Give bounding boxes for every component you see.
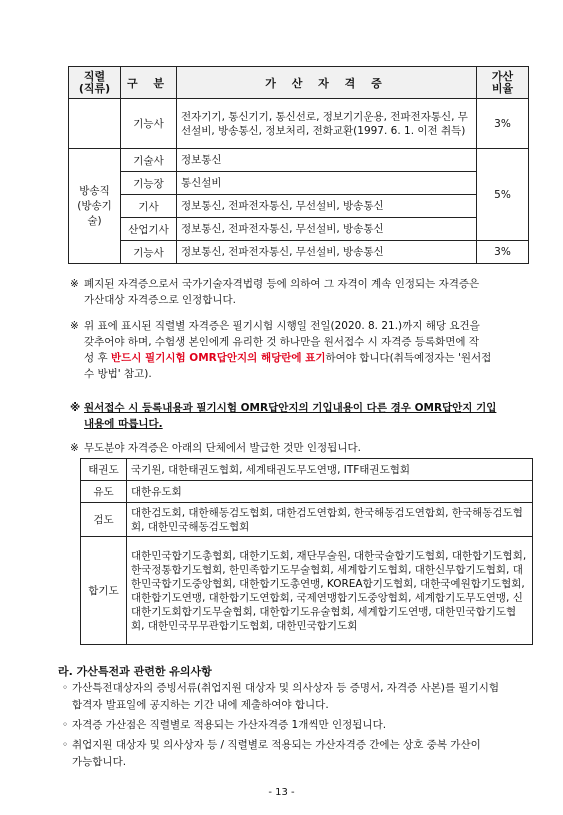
category-cell: 산업기사 — [121, 218, 177, 241]
header-category: 구 분 — [121, 67, 177, 99]
note-abolished-qualifications — [70, 276, 540, 308]
bullet-line: 가산특전대상자의 증빙서류(취업지원 대상자 및 의사상자 등 증명서, 자격증 사본)를 필기시험 — [72, 682, 500, 694]
note-line: 무도분야 자격증은 아래의 단체에서 발급한 것만 인정됩니다. — [84, 442, 361, 454]
position-line1: 방송직 — [79, 184, 110, 197]
bullet-mark: ◦ — [62, 739, 69, 751]
header-bonus-line1: 가산 — [491, 69, 514, 83]
qualifications-cell: 정보통신, 전파전자통신, 무선설비, 방송통신 — [177, 218, 477, 241]
organizations-cell: 대한검도회, 대한해동검도협회, 대한검도연합회, 한국해동검도연합회, 한국해동검도협회, 대한민국해동검도협회 — [127, 503, 533, 537]
bullet-item — [62, 717, 540, 734]
page-number: - 13 - — [268, 787, 295, 798]
bullet-mark: ◦ — [62, 719, 69, 731]
header-position-line1: 직렬 — [83, 69, 106, 83]
qualifications-cell: 정보통신, 전파전자통신, 무선설비, 방송통신 — [177, 241, 477, 264]
bullet-mark: ◦ — [62, 682, 69, 694]
header-qualifications: 가 산 자 격 증 — [177, 67, 477, 99]
note-mark: ※ — [70, 442, 79, 454]
header-position — [69, 67, 121, 99]
header-bonus-line2: 비율 — [491, 81, 514, 95]
header-position-line2: (직류) — [78, 81, 111, 95]
note-line — [70, 350, 540, 366]
bullet-line: 자격증 가산점은 직렬별로 적용되는 가산자격증 1개씩만 인정됩니다. — [72, 719, 387, 731]
position-cell-broadcast — [69, 149, 121, 264]
bullet-line: 가능합니다. — [72, 756, 127, 768]
bullet-line: 취업지원 대상자 및 의사상자 등 / 직렬별로 적용되는 가산자격증 간에는 상호 중복 가산이 — [72, 739, 481, 751]
qualifications-cell: 정보통신 — [177, 149, 477, 172]
bullet-line: 합격자 발표일에 공지하는 기간 내에 제출하여야 합니다. — [72, 699, 329, 711]
category-cell: 기능장 — [121, 172, 177, 195]
note-line: 갖추어야 하며, 수험생 본인에게 유리한 것 하나만을 원서접수 시 자격증 등록화면에 작 — [84, 336, 480, 348]
note-martial-arts — [70, 440, 540, 456]
note-mark: ※ — [70, 320, 79, 332]
organizations-cell: 대한민국합기도총협회, 대한기도회, 재단무술원, 대한국술합기도협회, 대한합기도협회, 한국정통합기도협회, 한민족합기도무술협회, 세계합기도협회, 대한신무합기도협회, 대한민국합기도중앙협회, 대한합기도총연맹, KOREA합기도협회, 대한국예원합기도협회, 대한합기도연맹, 대한합기도연합회, 국제연맹합기도중앙협회, 세계합기도무도연맹, 신대한기도회합기도무술협회, 대한합기도유술협회, 세계합기도연맹, 대한민국합기도협회, 대한민국무무관합기도협회, 대한민국합기도회 — [127, 537, 533, 645]
discipline-cell: 검도 — [81, 503, 127, 537]
table-row — [69, 99, 529, 149]
organizations-cell: 국기원, 대한태권도협회, 세계태권도무도연맹, ITF태권도협회 — [127, 459, 533, 481]
bonus-cell: 3% — [477, 241, 529, 264]
section-title: 라. 가산특전과 관련한 유의사항 — [58, 665, 212, 678]
qualifications-cell: 정보통신, 전파전자통신, 무선설비, 방송통신 — [177, 195, 477, 218]
header-bonus — [477, 67, 529, 99]
empty-position-cell — [69, 99, 121, 149]
table-header-row — [69, 67, 529, 99]
table-row — [81, 537, 533, 645]
note-line: 가산대상 자격증으로 인정합니다. — [84, 294, 237, 306]
category-cell: 기사 — [121, 195, 177, 218]
note-line: 폐지된 자격증으로서 국가기술자격법령 등에 의하여 그 자격이 계속 인정되는 자격증은 — [84, 278, 480, 290]
table-row — [69, 149, 529, 172]
table-row — [69, 218, 529, 241]
table-row — [69, 172, 529, 195]
discipline-cell: 유도 — [81, 481, 127, 503]
bonus-cell: 5% — [477, 149, 529, 241]
bullet-item — [62, 680, 540, 714]
category-cell: 기술사 — [121, 149, 177, 172]
note-line: 수 방법' 참고). — [84, 368, 152, 380]
organizations-cell: 대한유도회 — [127, 481, 533, 503]
note-mark: ※ — [70, 402, 81, 414]
discipline-cell: 태권도 — [81, 459, 127, 481]
qualification-bonus-table — [68, 66, 529, 264]
table-row — [69, 241, 529, 264]
note-line: 위 표에 표시된 직렬별 자격증은 필기시험 시행일 전일(2020. 8. 21.)까지 해당 요건을 — [84, 320, 480, 332]
qualifications-cell: 전자기기, 통신기기, 통신선로, 정보기기운용, 전파전자통신, 무선설비, 방송통신, 정보처리, 전화교환(1997. 6. 1. 이전 취득) — [177, 99, 477, 149]
category-cell: 기능사 — [121, 99, 177, 149]
table-row — [81, 459, 533, 481]
category-cell: 기능사 — [121, 241, 177, 264]
martial-arts-organization-table — [80, 458, 533, 645]
note-line: 내용에 따릅니다. — [84, 418, 163, 430]
note-mark: ※ — [70, 278, 79, 290]
bullet-item — [62, 737, 540, 771]
note-qualification-deadline — [70, 318, 540, 382]
qualifications-cell: 통신설비 — [177, 172, 477, 195]
note-line: 원서접수 시 등록내용과 필기시험 OMR답안지의 기입내용이 다른 경우 OMR답안지 기입 — [84, 402, 497, 414]
discipline-cell: 합기도 — [81, 537, 127, 645]
table-row — [69, 195, 529, 218]
bonus-cell: 3% — [477, 99, 529, 149]
position-line2: (방송기술) — [77, 199, 112, 227]
omr-marking-warning: 반드시 필기시험 OMR답안지의 해당란에 표기 — [110, 352, 326, 364]
note-omr-priority — [70, 400, 540, 432]
note-text: 하여야 합니다(취득예정자는 '원서접 — [325, 352, 492, 364]
table-row — [81, 503, 533, 537]
table-row — [81, 481, 533, 503]
note-text: 성 후 — [84, 352, 111, 364]
